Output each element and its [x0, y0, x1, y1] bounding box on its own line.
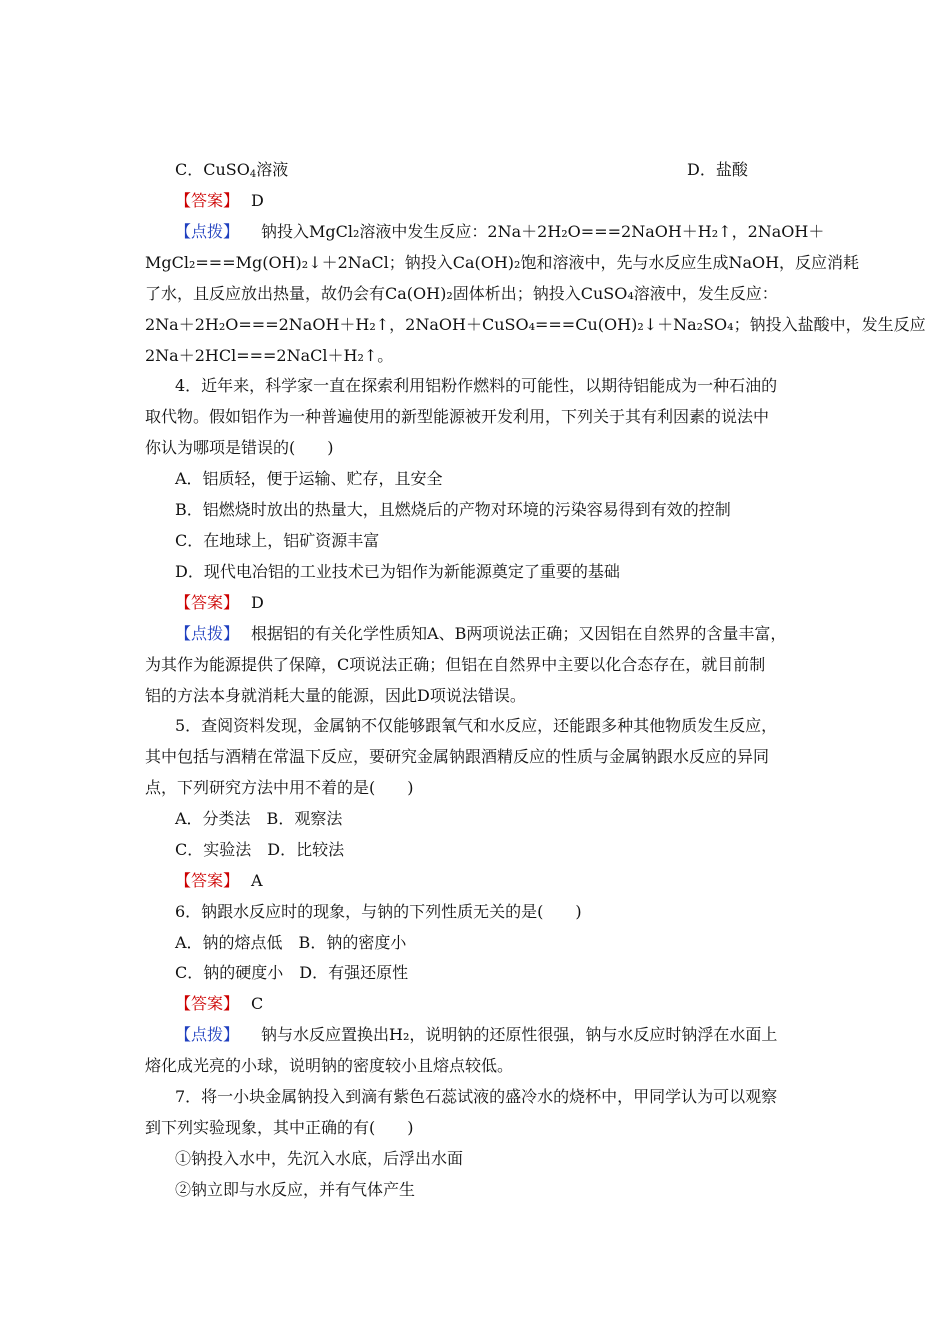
q6-answer — [175, 993, 855, 1015]
answer-tag: 【答案】 — [175, 994, 240, 1013]
q5-stem-line: 其中包括与酒精在常温下反应，要研究金属钠跟酒精反应的性质与金属钠跟水反应的异同 — [145, 747, 770, 766]
q6-options-row: C．钠的硬度小 D．有强还原性 — [175, 963, 409, 982]
q6-hint-line: 熔化成光亮的小球，说明钠的密度较小且熔点较低。 — [145, 1056, 514, 1075]
q7-item: ②钠立即与水反应，并有气体产生 — [175, 1180, 416, 1199]
q4-option-d: D．现代电冶铝的工业技术已为铝作为新能源奠定了重要的基础 — [175, 562, 620, 581]
q3-option-d: D．盐酸 — [687, 160, 748, 179]
q5-options-row: A．分类法 B．观察法 — [175, 809, 343, 828]
q3-hint-line: 2Na＋2HCl===2NaCl＋H₂↑。 — [145, 346, 394, 365]
q5-stem-line: 点，下列研究方法中用不着的是( ) — [145, 778, 414, 797]
q7-stem-line: 7．将一小块金属钠投入到滴有紫色石蕊试液的盛冷水的烧杯中，甲同学认为可以观察 — [175, 1087, 778, 1106]
q3-hint-line: 了水，且反应放出热量，故仍会有Ca(OH)₂固体析出；钠投入CuSO₄溶液中，发生反应： — [145, 284, 778, 303]
hint-tag: 【点拨】 — [175, 624, 240, 643]
hint-tag: 【点拨】 — [175, 1025, 240, 1044]
q4-option-a: A．铝质轻，便于运输、贮存，且安全 — [175, 469, 443, 488]
q3-hint-line: MgCl₂===Mg(OH)₂↓＋2NaCl；钠投入Ca(OH)₂饱和溶液中，先与水反应生成NaOH，反应消耗 — [145, 253, 860, 272]
q6-options-row: A．钠的熔点低 B．钠的密度小 — [175, 933, 407, 952]
q6-hint-line: 【点拨】 钠与水反应置换出H₂，说明钠的还原性很强，钠与水反应时钠浮在水面上 — [175, 1025, 778, 1044]
q3-option-c-row — [175, 159, 855, 181]
q3-option-c: C．CuSO$_4$溶液 — [175, 160, 289, 180]
q4-hint-line: 为其作为能源提供了保障，C项说法正确；但铝在自然界中主要以化合态存在，就目前制 — [145, 655, 766, 674]
q5-answer — [175, 870, 855, 892]
q3-answer — [175, 190, 855, 212]
q3-hint-line: 2Na＋2H₂O===2NaOH＋H₂↑，2NaOH＋CuSO₄===Cu(OH)₂↓＋Na₂SO₄；钠投入盐酸中，发生反应 — [145, 315, 926, 334]
q4-option-c: C．在地球上，铝矿资源丰富 — [175, 531, 380, 550]
hint-tag: 【点拨】 — [175, 222, 240, 241]
q7-stem-line: 到下列实验现象，其中正确的有( ) — [145, 1118, 414, 1137]
q4-stem-line: 4．近年来，科学家一直在探索利用铝粉作燃料的可能性，以期待铝能成为一种石油的 — [175, 376, 778, 395]
q6-stem: 6．钠跟水反应时的现象，与钠的下列性质无关的是( ) — [175, 902, 582, 921]
q4-option-b: B．铝燃烧时放出的热量大，且燃烧后的产物对环境的污染容易得到有效的控制 — [175, 500, 731, 519]
answer-value: A — [251, 871, 263, 890]
q4-hint-line: 【点拨】 根据铝的有关化学性质知A、B两项说法正确；又因铝在自然界的含量丰富， — [175, 624, 787, 643]
q4-answer — [175, 592, 855, 614]
q5-options-row: C．实验法 D．比较法 — [175, 840, 345, 859]
q4-hint-line: 铝的方法本身就消耗大量的能源，因此D项说法错误。 — [145, 686, 526, 705]
answer-value: C — [251, 994, 264, 1013]
q4-stem-line: 取代物。假如铝作为一种普遍使用的新型能源被开发利用，下列关于其有利因素的说法中 — [145, 407, 770, 426]
answer-value: D — [251, 593, 264, 612]
answer-tag: 【答案】 — [175, 871, 240, 890]
q3-hint-line: 【点拨】 钠投入MgCl₂溶液中发生反应：2Na＋2H₂O===2NaOH＋H₂↑，2NaOH＋ — [175, 222, 825, 241]
answer-tag: 【答案】 — [175, 593, 240, 612]
q5-stem-line: 5．查阅资料发现，金属钠不仅能够跟氧气和水反应，还能跟多种其他物质发生反应， — [175, 716, 778, 735]
answer-tag: 【答案】 — [175, 191, 240, 210]
q7-item: ①钠投入水中，先沉入水底，后浮出水面 — [175, 1149, 464, 1168]
answer-value: D — [251, 191, 264, 210]
q4-stem-line: 你认为哪项是错误的( ) — [145, 438, 334, 457]
